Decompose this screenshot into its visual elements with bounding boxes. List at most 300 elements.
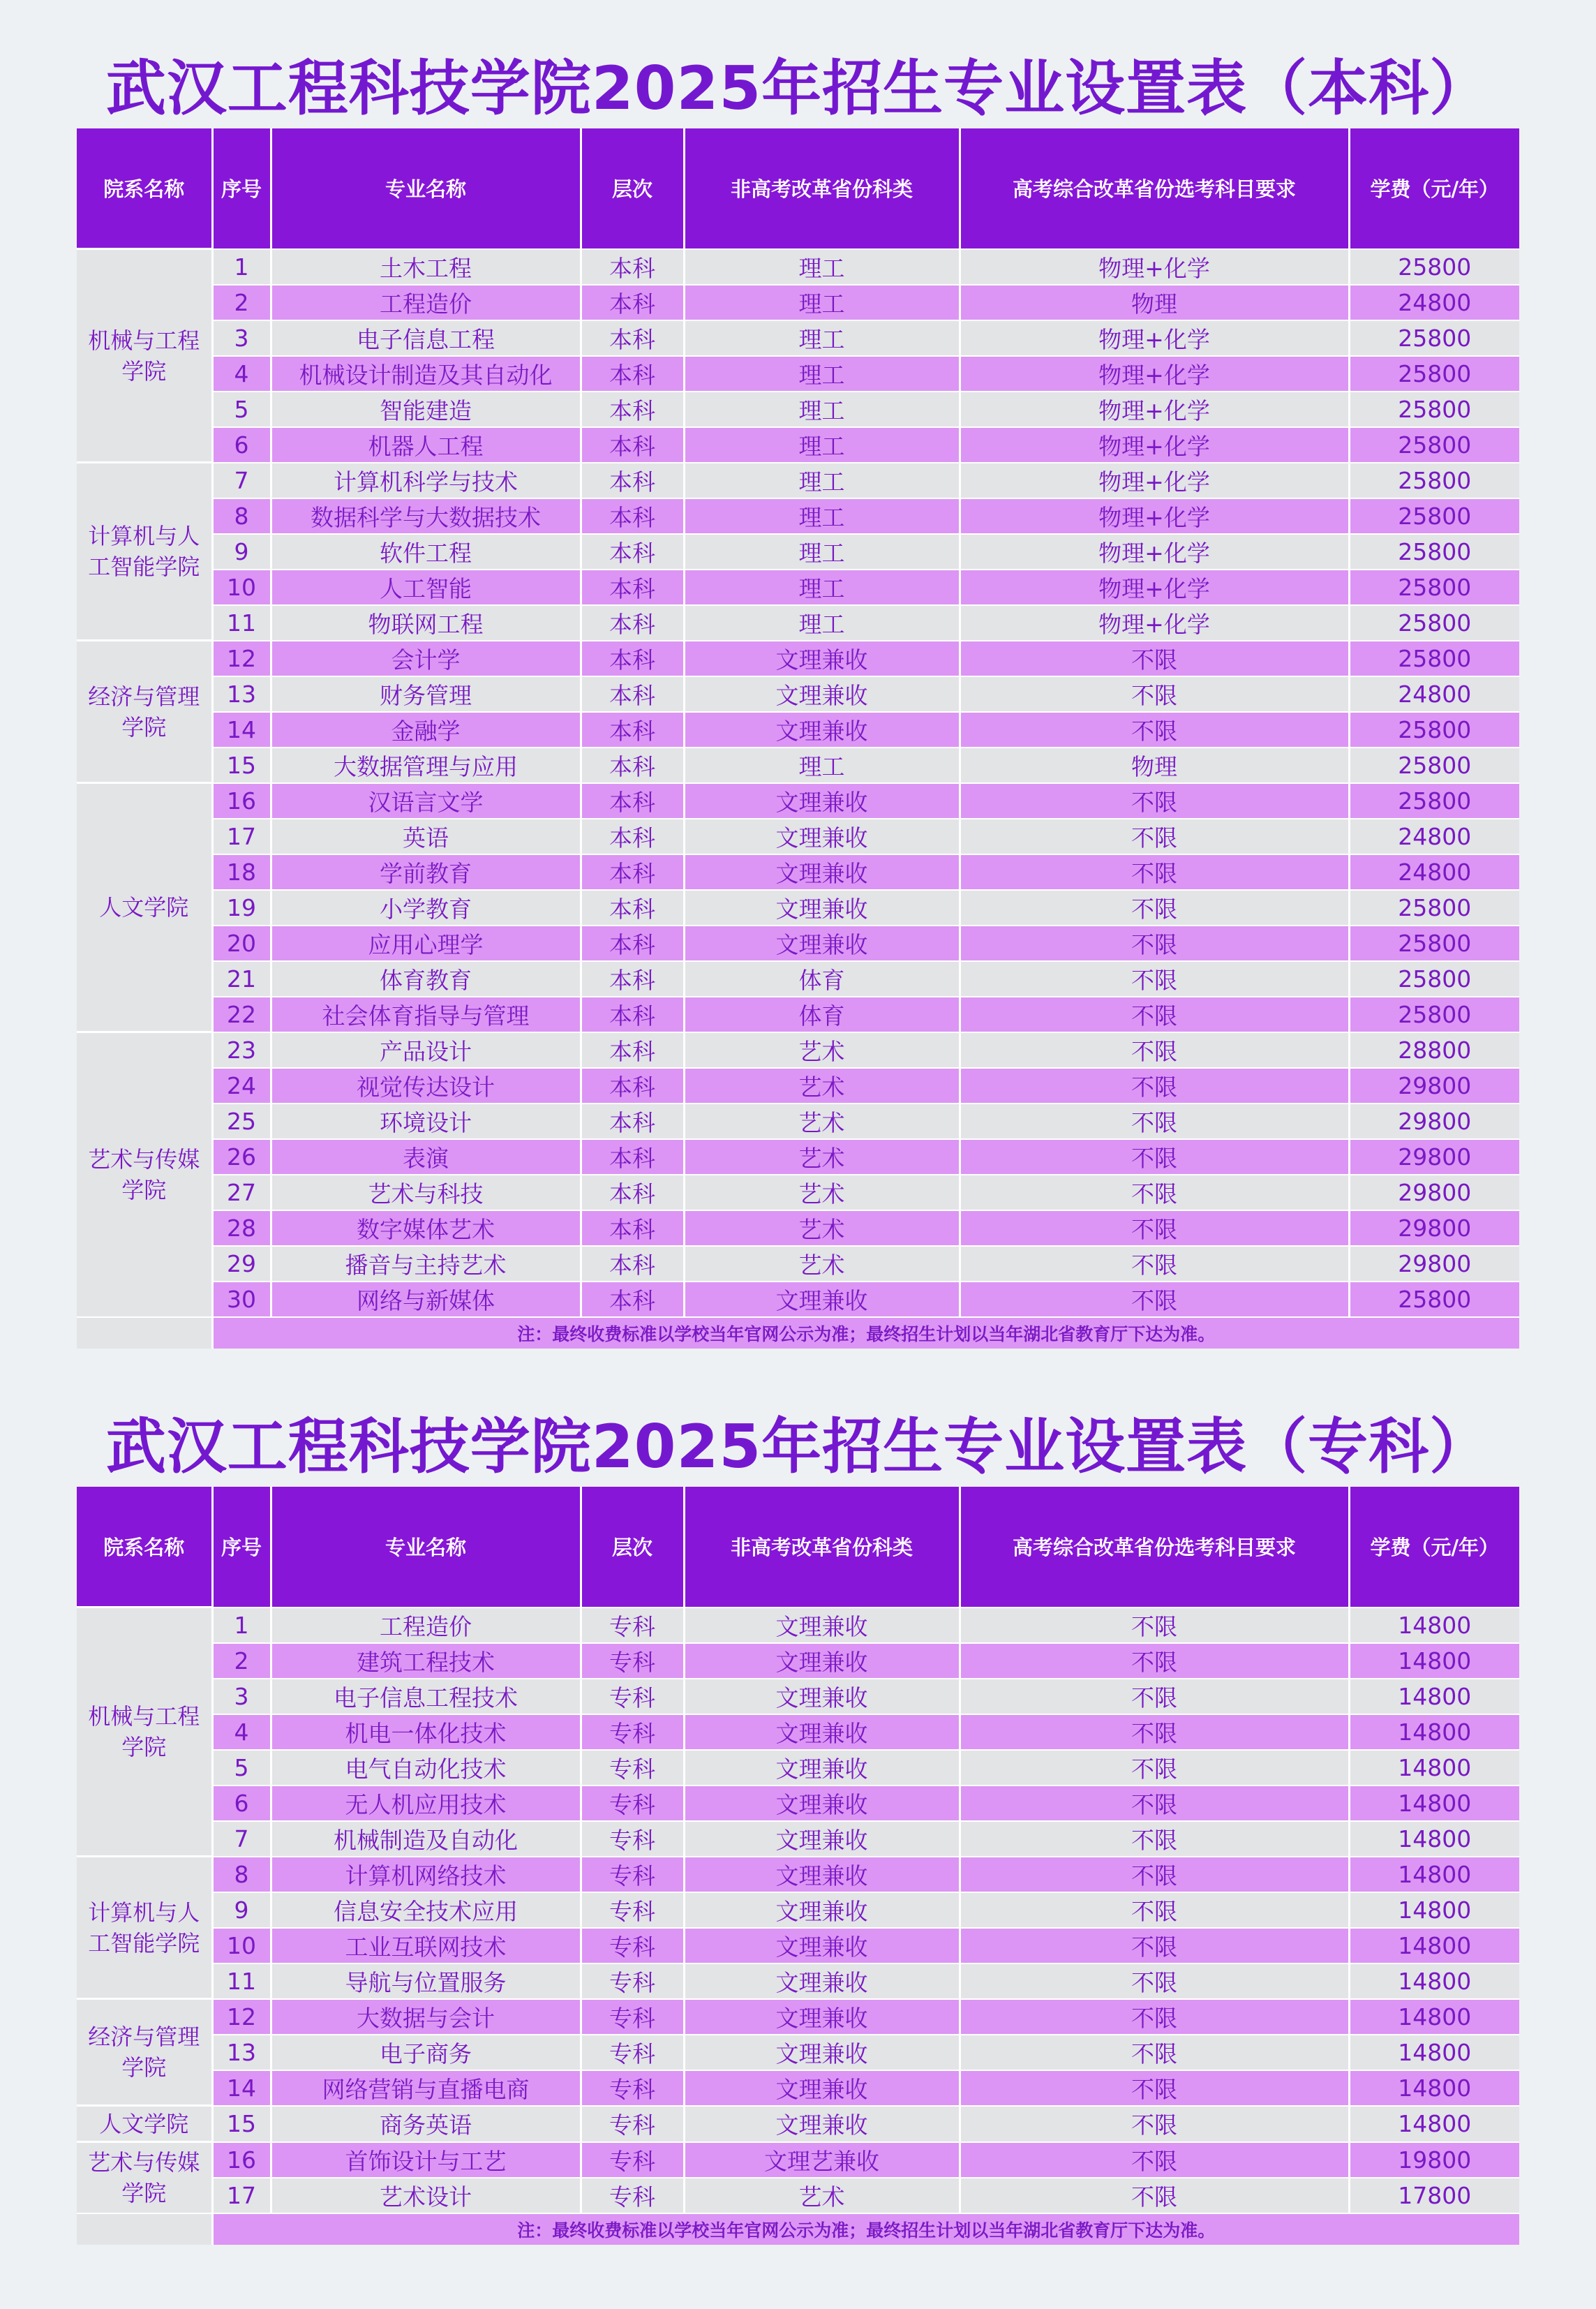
tuition-fee: 25800 <box>1349 356 1519 392</box>
row-number: 16 <box>212 2142 271 2178</box>
subject-requirement: 物理+化学 <box>960 570 1349 605</box>
tuition-fee: 25800 <box>1349 605 1519 641</box>
major-name: 艺术设计 <box>271 2178 581 2213</box>
tuition-fee: 25800 <box>1349 997 1519 1032</box>
subject-requirement: 不限 <box>960 926 1349 961</box>
level: 本科 <box>581 1282 684 1317</box>
subject-requirement: 不限 <box>960 1857 1349 1892</box>
category: 文理兼收 <box>684 2070 960 2106</box>
tuition-fee: 24800 <box>1349 854 1519 890</box>
level: 本科 <box>581 356 684 392</box>
tuition-fee: 25800 <box>1349 641 1519 676</box>
category: 理工 <box>684 605 960 641</box>
category: 文理兼收 <box>684 1999 960 2035</box>
tuition-fee: 14800 <box>1349 1821 1519 1857</box>
subject-requirement: 物理+化学 <box>960 498 1349 534</box>
level: 专科 <box>581 1963 684 1999</box>
college-name: 艺术与传媒 学院 <box>77 1032 212 1317</box>
table-row <box>77 1750 1519 1785</box>
table-row <box>77 854 1519 890</box>
level: 本科 <box>581 676 684 712</box>
subject-requirement: 不限 <box>960 1068 1349 1104</box>
row-number: 2 <box>212 1643 271 1679</box>
subject-requirement: 不限 <box>960 890 1349 926</box>
category: 文理兼收 <box>684 1821 960 1857</box>
tuition-fee: 25800 <box>1349 783 1519 819</box>
row-number: 10 <box>212 570 271 605</box>
level: 本科 <box>581 534 684 570</box>
tuition-fee: 24800 <box>1349 676 1519 712</box>
tuition-fee: 25800 <box>1349 890 1519 926</box>
level: 本科 <box>581 320 684 356</box>
level: 本科 <box>581 570 684 605</box>
level: 本科 <box>581 1032 684 1068</box>
major-name: 工业互联网技术 <box>271 1928 581 1963</box>
row-number: 5 <box>212 392 271 427</box>
tuition-fee: 25800 <box>1349 961 1519 997</box>
subject-requirement: 物理+化学 <box>960 356 1349 392</box>
category: 文理兼收 <box>684 676 960 712</box>
row-number: 10 <box>212 1928 271 1963</box>
college-name: 机械与工程 学院 <box>77 249 212 463</box>
major-name: 财务管理 <box>271 676 581 712</box>
subject-requirement: 不限 <box>960 1282 1349 1317</box>
major-name: 软件工程 <box>271 534 581 570</box>
col-no: 序号 <box>212 1487 271 1608</box>
level: 本科 <box>581 463 684 498</box>
table-row <box>77 1032 1519 1068</box>
major-name: 电气自动化技术 <box>271 1750 581 1785</box>
subject-requirement: 不限 <box>960 783 1349 819</box>
level: 专科 <box>581 1821 684 1857</box>
subject-requirement: 不限 <box>960 1821 1349 1857</box>
tuition-fee: 25800 <box>1349 427 1519 463</box>
table-row <box>77 1963 1519 1999</box>
major-name: 学前教育 <box>271 854 581 890</box>
category: 文理兼收 <box>684 819 960 854</box>
tuition-fee: 25800 <box>1349 748 1519 783</box>
table-row <box>77 249 1519 285</box>
major-name: 大数据管理与应用 <box>271 748 581 783</box>
level: 专科 <box>581 1785 684 1821</box>
level: 本科 <box>581 249 684 285</box>
major-name: 机械制造及自动化 <box>271 1821 581 1857</box>
row-number: 3 <box>212 1679 271 1714</box>
col-fee: 学费（元/年） <box>1349 128 1519 249</box>
table-row <box>77 1104 1519 1139</box>
table-row <box>77 783 1519 819</box>
major-name: 信息安全技术应用 <box>271 1892 581 1928</box>
col-subjects: 高考综合改革省份选考科目要求 <box>960 128 1349 249</box>
subject-requirement: 物理+化学 <box>960 534 1349 570</box>
col-category: 非高考改革省份科类 <box>684 128 960 249</box>
major-name: 无人机应用技术 <box>271 1785 581 1821</box>
table-row <box>77 1999 1519 2035</box>
table-row <box>77 605 1519 641</box>
subject-requirement: 物理+化学 <box>960 392 1349 427</box>
major-name: 视觉传达设计 <box>271 1068 581 1104</box>
subject-requirement: 不限 <box>960 1750 1349 1785</box>
col-major: 专业名称 <box>271 128 581 249</box>
table-row <box>77 1714 1519 1750</box>
level: 专科 <box>581 1608 684 1643</box>
subject-requirement: 不限 <box>960 819 1349 854</box>
tuition-fee: 25800 <box>1349 249 1519 285</box>
level: 本科 <box>581 926 684 961</box>
major-name: 机电一体化技术 <box>271 1714 581 1750</box>
tuition-fee: 25800 <box>1349 926 1519 961</box>
table-row <box>77 2106 1519 2142</box>
major-name: 社会体育指导与管理 <box>271 997 581 1032</box>
tuition-fee: 14800 <box>1349 1679 1519 1714</box>
row-number: 17 <box>212 819 271 854</box>
category: 文理兼收 <box>684 2035 960 2070</box>
subject-requirement: 不限 <box>960 1928 1349 1963</box>
major-name: 智能建造 <box>271 392 581 427</box>
major-name: 机器人工程 <box>271 427 581 463</box>
category: 文理兼收 <box>684 783 960 819</box>
table-row <box>77 1246 1519 1282</box>
row-number: 13 <box>212 2035 271 2070</box>
tuition-fee: 25800 <box>1349 498 1519 534</box>
table-row <box>77 961 1519 997</box>
table-row <box>77 712 1519 748</box>
category: 艺术 <box>684 1210 960 1246</box>
col-no: 序号 <box>212 128 271 249</box>
major-name: 电子信息工程技术 <box>271 1679 581 1714</box>
table-row <box>77 534 1519 570</box>
category: 文理兼收 <box>684 1282 960 1317</box>
row-number: 4 <box>212 1714 271 1750</box>
tuition-fee: 25800 <box>1349 392 1519 427</box>
row-number: 14 <box>212 2070 271 2106</box>
note-spacer <box>77 1317 212 1349</box>
col-level: 层次 <box>581 128 684 249</box>
row-number: 19 <box>212 890 271 926</box>
table-row <box>77 498 1519 534</box>
subject-requirement: 物理+化学 <box>960 605 1349 641</box>
level: 本科 <box>581 641 684 676</box>
tuition-fee: 14800 <box>1349 2070 1519 2106</box>
tuition-fee: 25800 <box>1349 320 1519 356</box>
row-number: 15 <box>212 2106 271 2142</box>
row-number: 17 <box>212 2178 271 2213</box>
category: 理工 <box>684 570 960 605</box>
subject-requirement: 不限 <box>960 1032 1349 1068</box>
category: 文理兼收 <box>684 1643 960 1679</box>
subject-requirement: 物理+化学 <box>960 249 1349 285</box>
major-name: 工程造价 <box>271 285 581 320</box>
level: 专科 <box>581 2178 684 2213</box>
table-row <box>77 427 1519 463</box>
major-name: 物联网工程 <box>271 605 581 641</box>
associate-section <box>77 1412 1519 2245</box>
category: 理工 <box>684 320 960 356</box>
major-name: 英语 <box>271 819 581 854</box>
row-number: 15 <box>212 748 271 783</box>
tuition-fee: 14800 <box>1349 1714 1519 1750</box>
row-number: 12 <box>212 1999 271 2035</box>
category: 文理兼收 <box>684 1785 960 1821</box>
level: 本科 <box>581 783 684 819</box>
major-name: 电子商务 <box>271 2035 581 2070</box>
table-row <box>77 320 1519 356</box>
tuition-fee: 14800 <box>1349 1999 1519 2035</box>
row-number: 22 <box>212 997 271 1032</box>
level: 本科 <box>581 427 684 463</box>
tuition-fee: 14800 <box>1349 1643 1519 1679</box>
tuition-fee: 14800 <box>1349 1857 1519 1892</box>
category: 文理兼收 <box>684 1857 960 1892</box>
level: 本科 <box>581 498 684 534</box>
table-row <box>77 926 1519 961</box>
level: 本科 <box>581 748 684 783</box>
category: 文理兼收 <box>684 854 960 890</box>
col-level: 层次 <box>581 1487 684 1608</box>
table-row <box>77 676 1519 712</box>
row-number: 5 <box>212 1750 271 1785</box>
tuition-fee: 24800 <box>1349 285 1519 320</box>
major-name: 机械设计制造及其自动化 <box>271 356 581 392</box>
table-row <box>77 1821 1519 1857</box>
level: 专科 <box>581 1750 684 1785</box>
row-number: 14 <box>212 712 271 748</box>
table-row <box>77 997 1519 1032</box>
category: 文理兼收 <box>684 890 960 926</box>
bachelor-header-row <box>77 128 1519 249</box>
table-row <box>77 748 1519 783</box>
row-number: 4 <box>212 356 271 392</box>
tuition-fee: 14800 <box>1349 1785 1519 1821</box>
level: 专科 <box>581 2106 684 2142</box>
bachelor-table <box>77 128 1519 1349</box>
table-row <box>77 285 1519 320</box>
bachelor-title: 武汉工程科技学院2025年招生专业设置表（本科） <box>105 54 1491 124</box>
row-number: 2 <box>212 285 271 320</box>
table-row <box>77 1139 1519 1175</box>
level: 本科 <box>581 1139 684 1175</box>
table-row <box>77 2178 1519 2213</box>
major-name: 工程造价 <box>271 1608 581 1643</box>
major-name: 导航与位置服务 <box>271 1963 581 1999</box>
college-name: 艺术与传媒 学院 <box>77 2142 212 2213</box>
associate-header-row <box>77 1487 1519 1608</box>
major-name: 汉语言文学 <box>271 783 581 819</box>
level: 本科 <box>581 1104 684 1139</box>
category: 理工 <box>684 427 960 463</box>
level: 专科 <box>581 1999 684 2035</box>
table-row <box>77 1282 1519 1317</box>
table-row <box>77 890 1519 926</box>
subject-requirement: 不限 <box>960 676 1349 712</box>
major-name: 大数据与会计 <box>271 1999 581 2035</box>
row-number: 18 <box>212 854 271 890</box>
table-row <box>77 819 1519 854</box>
table-row <box>77 1643 1519 1679</box>
subject-requirement: 不限 <box>960 1246 1349 1282</box>
major-name: 土木工程 <box>271 249 581 285</box>
category: 体育 <box>684 997 960 1032</box>
tuition-fee: 29800 <box>1349 1210 1519 1246</box>
row-number: 11 <box>212 1963 271 1999</box>
major-name: 网络营销与直播电商 <box>271 2070 581 2106</box>
category: 体育 <box>684 961 960 997</box>
row-number: 28 <box>212 1210 271 1246</box>
category: 文理兼收 <box>684 1750 960 1785</box>
subject-requirement: 不限 <box>960 2142 1349 2178</box>
subject-requirement: 不限 <box>960 641 1349 676</box>
major-name: 应用心理学 <box>271 926 581 961</box>
category: 理工 <box>684 748 960 783</box>
category: 理工 <box>684 356 960 392</box>
subject-requirement: 物理 <box>960 748 1349 783</box>
associate-table <box>77 1487 1519 2245</box>
tuition-fee: 14800 <box>1349 1928 1519 1963</box>
level: 本科 <box>581 854 684 890</box>
major-name: 计算机科学与技术 <box>271 463 581 498</box>
row-number: 25 <box>212 1104 271 1139</box>
footnote: 注：最终收费标准以学校当年官网公示为准；最终招生计划以当年湖北省教育厅下达为准。 <box>212 2213 1519 2245</box>
subject-requirement: 不限 <box>960 997 1349 1032</box>
table-row <box>77 570 1519 605</box>
category: 艺术 <box>684 1104 960 1139</box>
major-name: 环境设计 <box>271 1104 581 1139</box>
col-college: 院系名称 <box>77 1487 212 1608</box>
level: 本科 <box>581 285 684 320</box>
tuition-fee: 14800 <box>1349 2035 1519 2070</box>
subject-requirement: 不限 <box>960 1175 1349 1210</box>
major-name: 产品设计 <box>271 1032 581 1068</box>
level: 本科 <box>581 605 684 641</box>
category: 理工 <box>684 463 960 498</box>
subject-requirement: 不限 <box>960 2106 1349 2142</box>
subject-requirement: 不限 <box>960 1139 1349 1175</box>
tuition-fee: 25800 <box>1349 463 1519 498</box>
major-name: 数字媒体艺术 <box>271 1210 581 1246</box>
row-number: 26 <box>212 1139 271 1175</box>
major-name: 金融学 <box>271 712 581 748</box>
category: 文理兼收 <box>684 926 960 961</box>
tuition-fee: 25800 <box>1349 1282 1519 1317</box>
subject-requirement: 不限 <box>960 2035 1349 2070</box>
bachelor-section <box>77 54 1519 1349</box>
table-row <box>77 1210 1519 1246</box>
college-name: 人文学院 <box>77 2106 212 2142</box>
subject-requirement: 不限 <box>960 1679 1349 1714</box>
tuition-fee: 14800 <box>1349 1963 1519 1999</box>
row-number: 16 <box>212 783 271 819</box>
subject-requirement: 不限 <box>960 961 1349 997</box>
category: 文理兼收 <box>684 1679 960 1714</box>
major-name: 计算机网络技术 <box>271 1857 581 1892</box>
subject-requirement: 不限 <box>960 2070 1349 2106</box>
tuition-fee: 29800 <box>1349 1175 1519 1210</box>
major-name: 建筑工程技术 <box>271 1643 581 1679</box>
subject-requirement: 不限 <box>960 712 1349 748</box>
subject-requirement: 不限 <box>960 854 1349 890</box>
subject-requirement: 不限 <box>960 1785 1349 1821</box>
major-name: 艺术与科技 <box>271 1175 581 1210</box>
subject-requirement: 不限 <box>960 1963 1349 1999</box>
tuition-fee: 25800 <box>1349 534 1519 570</box>
level: 专科 <box>581 1714 684 1750</box>
major-name: 表演 <box>271 1139 581 1175</box>
category: 文理兼收 <box>684 2106 960 2142</box>
col-category: 非高考改革省份科类 <box>684 1487 960 1608</box>
tuition-fee: 14800 <box>1349 1608 1519 1643</box>
table-row <box>77 1175 1519 1210</box>
category: 文理兼收 <box>684 641 960 676</box>
level: 本科 <box>581 712 684 748</box>
row-number: 13 <box>212 676 271 712</box>
level: 专科 <box>581 2142 684 2178</box>
college-name: 计算机与人 工智能学院 <box>77 463 212 641</box>
tuition-fee: 14800 <box>1349 1892 1519 1928</box>
category: 艺术 <box>684 2178 960 2213</box>
subject-requirement: 不限 <box>960 1714 1349 1750</box>
level: 本科 <box>581 392 684 427</box>
level: 本科 <box>581 819 684 854</box>
table-row <box>77 2142 1519 2178</box>
row-number: 12 <box>212 641 271 676</box>
tuition-fee: 25800 <box>1349 570 1519 605</box>
row-number: 8 <box>212 1857 271 1892</box>
subject-requirement: 物理 <box>960 285 1349 320</box>
table-row <box>77 2035 1519 2070</box>
table-row <box>77 463 1519 498</box>
subject-requirement: 不限 <box>960 2178 1349 2213</box>
tuition-fee: 19800 <box>1349 2142 1519 2178</box>
table-row <box>77 2070 1519 2106</box>
note-row <box>77 1317 1519 1349</box>
row-number: 11 <box>212 605 271 641</box>
row-number: 29 <box>212 1246 271 1282</box>
category: 文理兼收 <box>684 1928 960 1963</box>
tuition-fee: 29800 <box>1349 1139 1519 1175</box>
major-name: 电子信息工程 <box>271 320 581 356</box>
subject-requirement: 不限 <box>960 1104 1349 1139</box>
major-name: 体育教育 <box>271 961 581 997</box>
row-number: 9 <box>212 1892 271 1928</box>
level: 专科 <box>581 1892 684 1928</box>
table-row <box>77 1679 1519 1714</box>
category: 理工 <box>684 392 960 427</box>
footnote: 注：最终收费标准以学校当年官网公示为准；最终招生计划以当年湖北省教育厅下达为准。 <box>212 1317 1519 1349</box>
associate-title: 武汉工程科技学院2025年招生专业设置表（专科） <box>105 1412 1491 1482</box>
table-row <box>77 1608 1519 1643</box>
row-number: 27 <box>212 1175 271 1210</box>
tuition-fee: 14800 <box>1349 1750 1519 1785</box>
table-row <box>77 1785 1519 1821</box>
tuition-fee: 29800 <box>1349 1246 1519 1282</box>
tuition-fee: 14800 <box>1349 2106 1519 2142</box>
major-name: 数据科学与大数据技术 <box>271 498 581 534</box>
level: 专科 <box>581 2035 684 2070</box>
row-number: 24 <box>212 1068 271 1104</box>
category: 艺术 <box>684 1068 960 1104</box>
tuition-fee: 28800 <box>1349 1032 1519 1068</box>
level: 本科 <box>581 1246 684 1282</box>
major-name: 播音与主持艺术 <box>271 1246 581 1282</box>
table-row <box>77 1857 1519 1892</box>
table-row <box>77 1892 1519 1928</box>
category: 文理兼收 <box>684 712 960 748</box>
level: 专科 <box>581 2070 684 2106</box>
tuition-fee: 29800 <box>1349 1068 1519 1104</box>
table-row <box>77 356 1519 392</box>
college-name: 机械与工程 学院 <box>77 1608 212 1857</box>
table-row <box>77 641 1519 676</box>
